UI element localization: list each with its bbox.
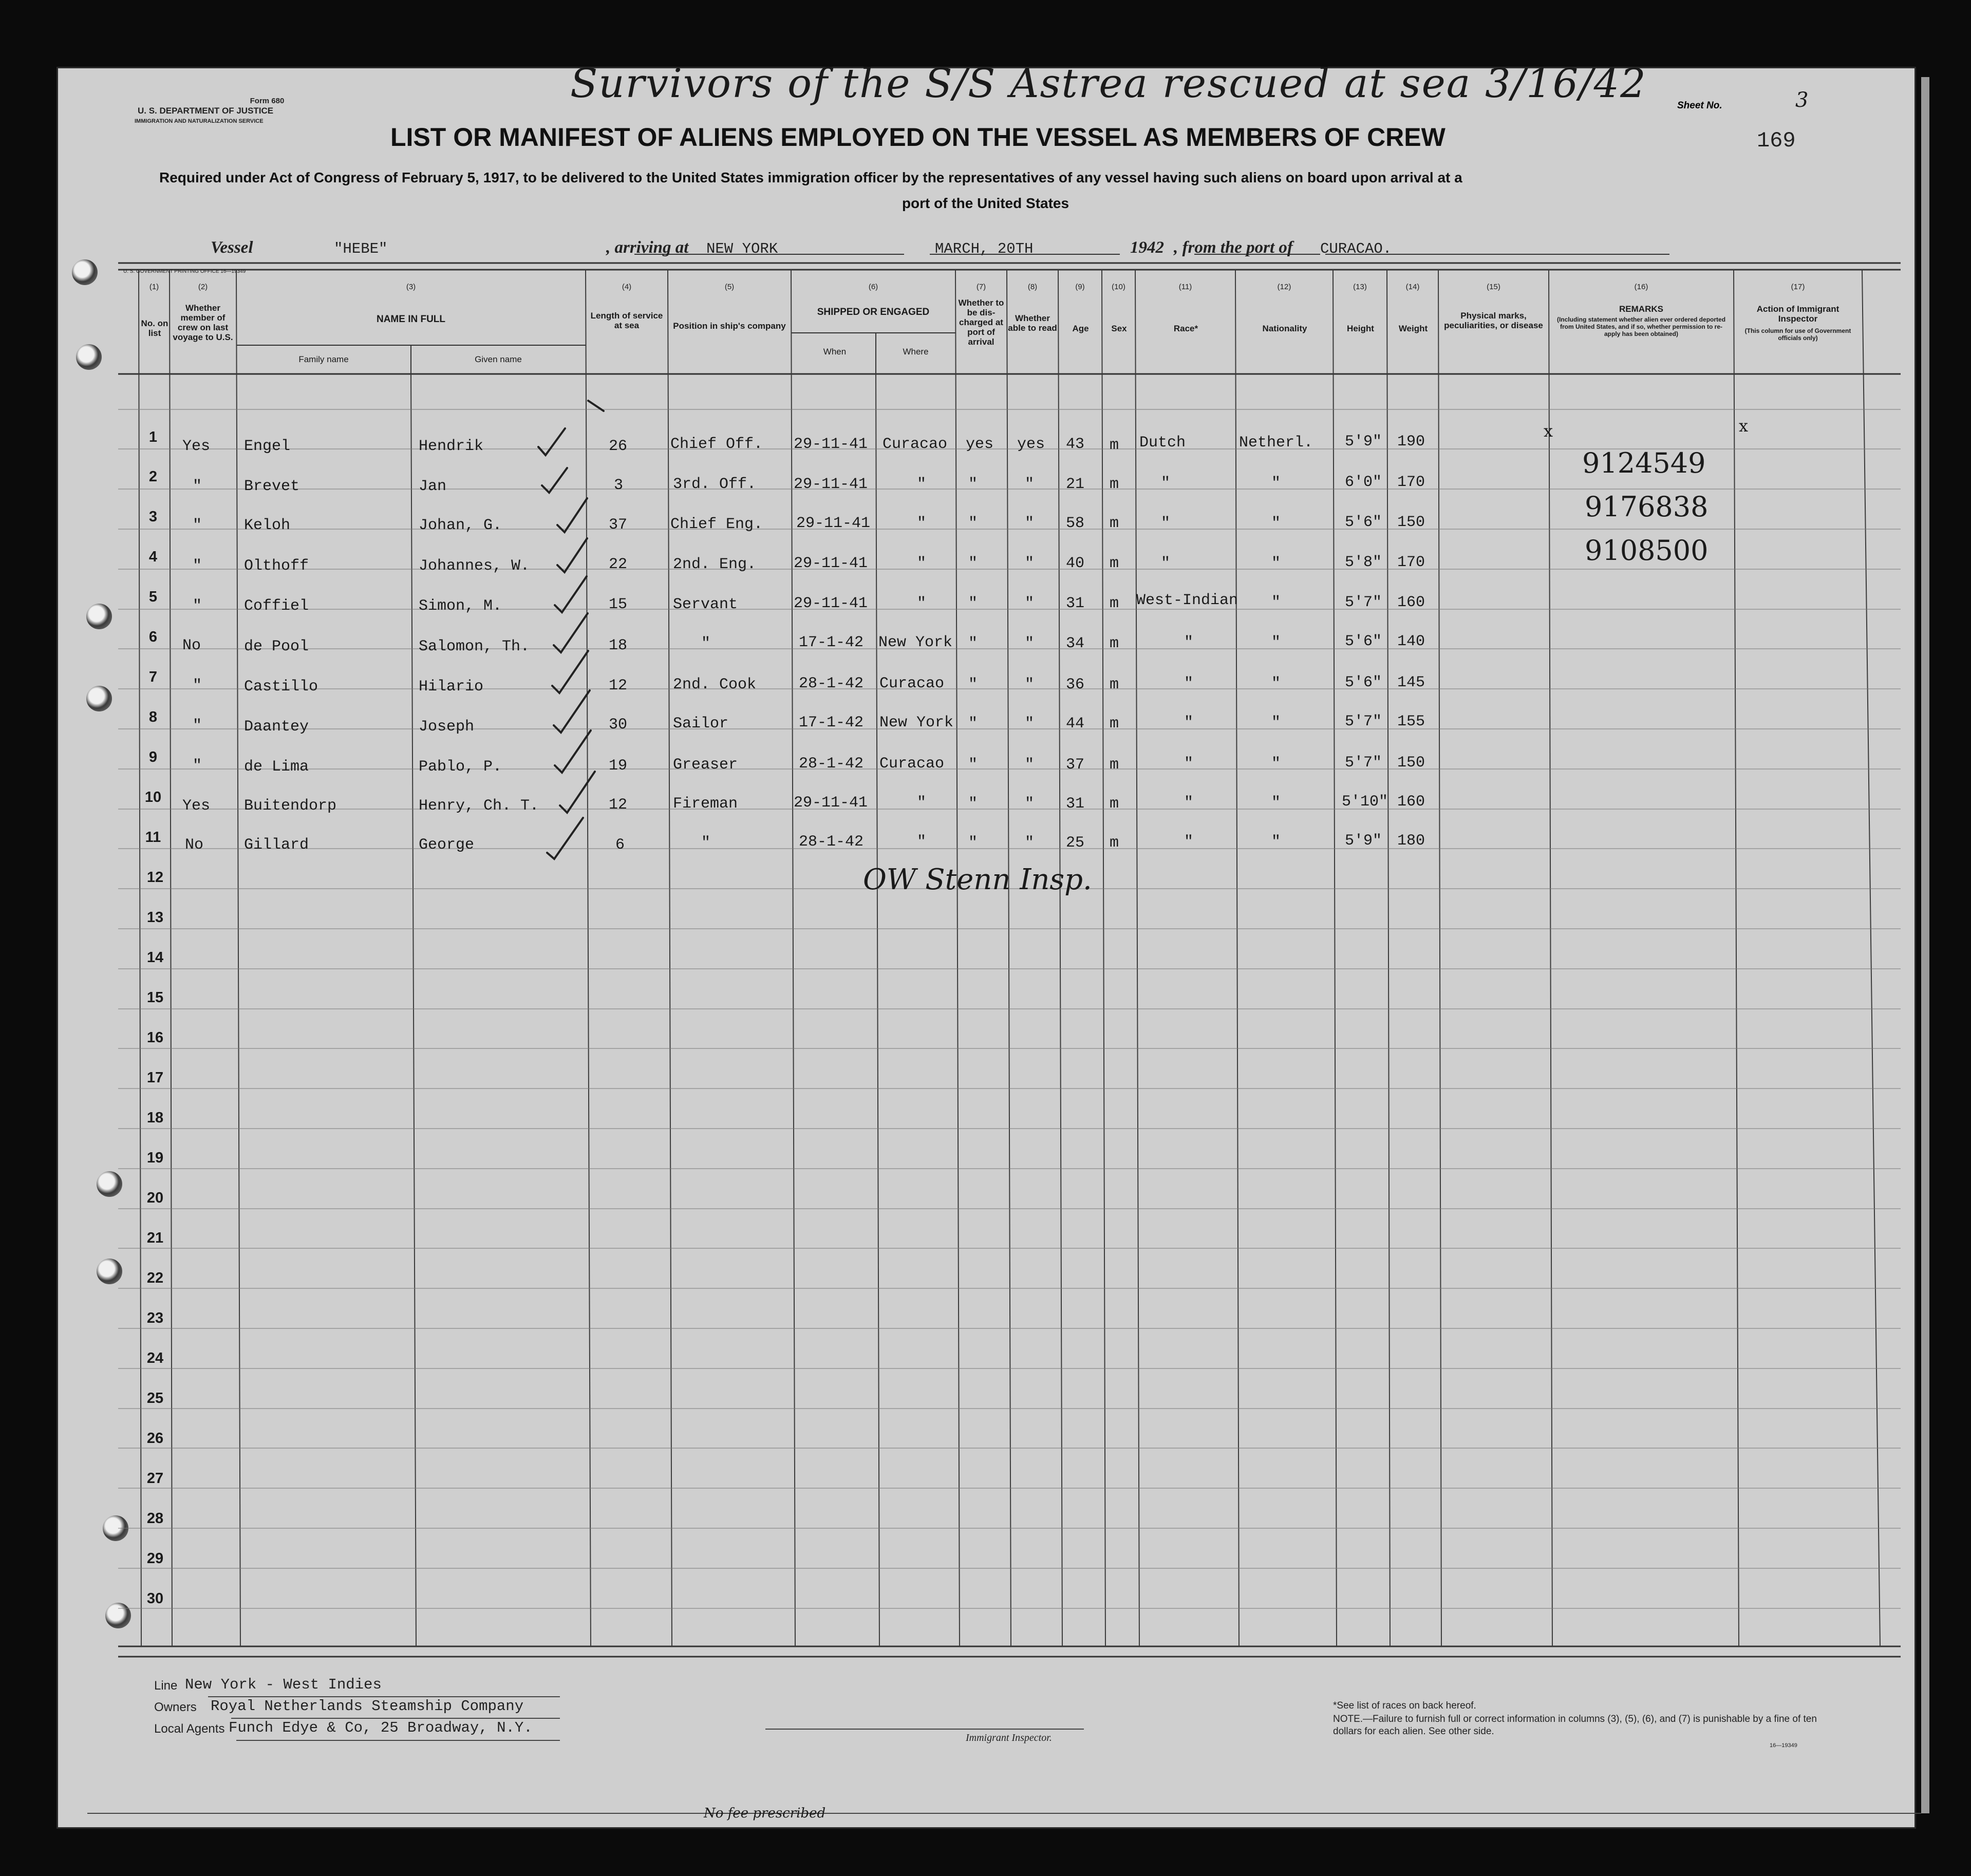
shipped-when: 29-11-41 (796, 515, 871, 532)
col-num-12: (12) (1277, 283, 1291, 291)
header-race: Race* (1173, 324, 1198, 333)
header-family-name: Family name (298, 354, 349, 364)
row-number: 14 (146, 949, 164, 966)
col-num-5: (5) (724, 283, 735, 291)
able-to-read: " (1025, 555, 1035, 572)
shipped-where: New York (878, 634, 953, 651)
height: 5'7" (1345, 754, 1382, 772)
arrival-date: MARCH, 20TH (935, 240, 1034, 257)
nationality: " (1271, 675, 1281, 692)
row-number: 8 (148, 709, 158, 725)
row-number: 24 (146, 1350, 164, 1366)
shipped-when: 29-11-41 (794, 436, 868, 453)
length-service: 18 (609, 637, 628, 654)
col-num-4: (4) (622, 283, 632, 291)
crew-last-voyage: " (193, 517, 202, 534)
family-name: Coffiel (244, 597, 309, 615)
discharged: " (968, 834, 978, 852)
position: 2nd. Eng. (673, 556, 757, 573)
header-no-on-list: No. on list (141, 318, 168, 338)
length-service: 26 (609, 438, 628, 455)
agents-label: Local Agents (154, 1722, 225, 1736)
act-subtitle-2: port of the United States (902, 195, 1069, 211)
shipped-when: 29-11-41 (794, 476, 868, 493)
action-x-mark: x (1739, 416, 1749, 436)
discharged: " (968, 515, 978, 532)
race: " (1184, 755, 1194, 773)
discharged: yes (966, 436, 994, 453)
nationality: " (1271, 794, 1281, 812)
nationality: " (1271, 594, 1281, 611)
row-number: 28 (146, 1510, 164, 1527)
printing-office: U. S. GOVERNMENT PRINTING OFFICE 16—19349 (123, 269, 246, 274)
header-given-name: Given name (475, 354, 522, 364)
position: Chief Eng. (670, 516, 763, 533)
family-name: Olthoff (244, 557, 309, 575)
header-weight: Weight (1398, 324, 1428, 333)
header-sex: Sex (1111, 324, 1127, 333)
shipped-where: " (917, 515, 927, 532)
weight: 170 (1397, 474, 1425, 491)
weight: 180 (1397, 832, 1425, 850)
col-num-10: (10) (1112, 283, 1125, 291)
age: 43 (1066, 436, 1085, 453)
crew-last-voyage: " (193, 757, 202, 775)
height: 5'10" (1342, 793, 1388, 811)
sex: m (1110, 437, 1119, 454)
row-number: 22 (146, 1270, 164, 1286)
row-number: 29 (146, 1550, 164, 1567)
length-service: 12 (609, 677, 628, 695)
row-number: 16 (146, 1029, 164, 1046)
crew-last-voyage: No (185, 836, 204, 854)
crew-last-voyage: " (193, 557, 202, 575)
able-to-read: " (1025, 595, 1035, 612)
sex: m (1110, 555, 1119, 572)
col-num-14: (14) (1405, 283, 1420, 291)
family-name: Daantey (244, 718, 309, 736)
race: Dutch (1139, 434, 1186, 452)
shipped-where: " (917, 476, 927, 493)
service-name: IMMIGRATION AND NATURALIZATION SERVICE (135, 118, 264, 124)
given-name: Hendrik (419, 438, 484, 455)
sex: m (1110, 795, 1119, 813)
header-discharged: Whether to be dis-charged at port of arrival (958, 298, 1004, 347)
given-name: Joseph (419, 718, 475, 736)
length-service: 12 (609, 796, 628, 814)
col-num-3: (3) (406, 283, 416, 291)
row-number: 4 (148, 549, 158, 565)
able-to-read: " (1025, 635, 1035, 652)
inspector-label: Immigrant Inspector. (966, 1732, 1052, 1743)
col-num-13: (13) (1353, 283, 1367, 291)
header-name-in-full: NAME IN FULL (376, 314, 446, 325)
shipped-when: 28-1-42 (799, 755, 864, 773)
race: " (1184, 833, 1194, 851)
shipped-when: 29-11-41 (794, 555, 868, 572)
family-name: Engel (244, 438, 291, 455)
given-name: Simon, M. (419, 597, 502, 615)
header-remarks-sub: (Including statement whether alien ever ordered deported from United States, and if so, whether permission to re-apply has been obtained) (1556, 316, 1726, 337)
age: 25 (1066, 834, 1085, 852)
crew-last-voyage: " (193, 478, 202, 495)
vessel-name: "HEBE" (334, 240, 388, 257)
discharged: " (968, 595, 978, 612)
length-service: 19 (609, 757, 628, 775)
shipped-when: 28-1-42 (799, 833, 864, 851)
shipped-when: 29-11-41 (794, 595, 868, 612)
crew-last-voyage: Yes (182, 797, 211, 815)
able-to-read: " (1025, 834, 1035, 852)
age: 31 (1066, 595, 1085, 612)
shipped-when: 17-1-42 (799, 714, 864, 731)
weight: 155 (1397, 713, 1425, 730)
age: 58 (1066, 515, 1085, 532)
header-nationality: Nationality (1262, 324, 1307, 333)
sheet-number: 3 (1795, 88, 1809, 112)
form-code: 16—19349 (1770, 1742, 1797, 1749)
col-num-2: (2) (198, 283, 208, 291)
vessel-line (211, 238, 253, 257)
header-inspector-sub: (This column for use of Government officials only) (1744, 327, 1851, 342)
weight: 170 (1397, 554, 1425, 571)
shipped-where: Curacao (883, 436, 948, 453)
arriving-label: , arriving at (606, 238, 689, 257)
weight: 150 (1397, 754, 1425, 772)
from-port: CURACAO. (1320, 240, 1392, 257)
height: 5'6" (1345, 514, 1382, 531)
shipped-where: Curacao (879, 675, 945, 692)
discharged: " (968, 635, 978, 652)
header-shipped-engaged: SHIPPED OR ENGAGED (817, 307, 930, 317)
weight: 190 (1397, 433, 1425, 451)
height: 5'9" (1345, 433, 1382, 451)
row-number: 18 (146, 1110, 164, 1126)
row-number: 12 (146, 869, 164, 886)
crew-last-voyage: " (193, 717, 202, 735)
col-num-9: (9) (1075, 283, 1085, 291)
shipped-when: 28-1-42 (799, 675, 864, 692)
vessel-label: Vessel (211, 238, 253, 257)
owners-value: Royal Netherlands Steamship Company (211, 1698, 524, 1715)
race: " (1184, 675, 1194, 692)
arrival-year: 1942 (1130, 238, 1164, 257)
given-name: Hilario (419, 678, 484, 696)
given-name: Jan (419, 478, 447, 495)
age: 44 (1066, 715, 1085, 733)
position: Servant (673, 596, 738, 613)
row-number: 25 (146, 1390, 164, 1406)
agents-value: Funch Edye & Co, 25 Broadway, N.Y. (229, 1719, 533, 1736)
header-able-to-read: Whether able to read (1008, 313, 1057, 333)
weight: 150 (1397, 514, 1425, 531)
given-name: Pablo, P. (419, 758, 502, 776)
length-service: 30 (609, 716, 628, 734)
able-to-read: " (1025, 756, 1035, 774)
row-number: 1 (148, 429, 158, 445)
age: 37 (1066, 756, 1085, 774)
discharged: " (968, 756, 978, 774)
header-age: Age (1072, 324, 1089, 333)
nationality: " (1271, 555, 1281, 572)
header-remarks: REMARKS (1619, 304, 1663, 314)
nationality: " (1271, 755, 1281, 773)
given-name: George (419, 836, 475, 854)
position: Greaser (673, 756, 738, 774)
sex: m (1110, 756, 1119, 774)
col-num-17: (17) (1791, 283, 1805, 291)
header-position: Position in ship's company (673, 321, 786, 331)
position: 2nd. Cook (673, 676, 757, 693)
shipped-when: 29-11-41 (794, 794, 868, 812)
nationality: " (1271, 475, 1281, 492)
sex: m (1110, 834, 1119, 852)
row-number: 11 (145, 829, 161, 846)
race: " (1161, 475, 1171, 492)
row-number: 5 (148, 589, 158, 605)
discharged: " (968, 676, 978, 693)
height: 5'9" (1345, 832, 1382, 850)
header-when: When (823, 347, 847, 357)
age: 21 (1066, 476, 1085, 493)
race: West-Indian (1136, 592, 1238, 609)
remark-number: 9108500 (1585, 534, 1709, 567)
row-number: 21 (146, 1230, 164, 1246)
stamp-number: 169 (1757, 128, 1796, 153)
nationality: " (1271, 714, 1281, 731)
row-number: 3 (148, 509, 158, 525)
col-num-15: (15) (1487, 283, 1500, 291)
family-name: de Lima (244, 758, 309, 776)
given-name: Salomon, Th. (419, 638, 530, 655)
age: 34 (1066, 635, 1085, 652)
line-value: New York - West Indies (185, 1676, 382, 1693)
header-height: Height (1347, 324, 1374, 333)
position: 3rd. Off. (673, 476, 757, 493)
crew-last-voyage: " (193, 597, 202, 615)
col-num-7: (7) (976, 283, 986, 291)
shipped-where: " (917, 555, 927, 572)
height: 5'6" (1345, 674, 1382, 691)
weight: 160 (1397, 793, 1425, 811)
discharged: " (968, 476, 978, 493)
races-note: *See list of races on back hereof. (1333, 1700, 1476, 1711)
col-num-11: (11) (1178, 283, 1192, 291)
row-number: 9 (148, 749, 158, 765)
height: 5'7" (1345, 713, 1382, 730)
given-name: Johan, G. (419, 517, 502, 534)
position: Chief Off. (670, 436, 763, 453)
row-number: 23 (146, 1310, 164, 1326)
col-num-16: (16) (1634, 283, 1648, 291)
weight: 160 (1397, 594, 1425, 611)
sheet-label: Sheet No. (1677, 100, 1722, 111)
fine-note: NOTE.—Failure to furnish full or correct information in columns (3), (5), (6), and (7) is punishable by a fine of ten dollars for each alien. See other side. (1333, 1714, 1817, 1737)
age: 36 (1066, 676, 1085, 693)
discharged: " (968, 795, 978, 813)
header-where: Where (903, 347, 929, 357)
position: " (701, 834, 711, 852)
race: " (1184, 634, 1194, 651)
header-physical-marks: Physical marks, peculiarities, or disease (1444, 311, 1543, 330)
from-label: , from the port of (1174, 238, 1293, 257)
shipped-where: " (917, 595, 927, 612)
able-to-read: " (1025, 476, 1035, 493)
shipped-where: " (917, 794, 927, 812)
height: 5'8" (1345, 554, 1382, 571)
length-service: 3 (614, 477, 624, 494)
family-name: de Pool (244, 638, 309, 655)
able-to-read: " (1025, 515, 1035, 532)
nationality: " (1271, 515, 1281, 532)
family-name: Brevet (244, 478, 300, 495)
position: Fireman (673, 795, 738, 813)
line-label: Line (154, 1679, 178, 1693)
nationality: " (1271, 833, 1281, 851)
owners-label: Owners (154, 1700, 197, 1714)
able-to-read: " (1025, 676, 1035, 693)
given-name: Henry, Ch. T. (419, 797, 539, 815)
row-number: 7 (148, 669, 158, 685)
age: 40 (1066, 555, 1085, 572)
age: 31 (1066, 795, 1085, 813)
nationality: " (1271, 634, 1281, 651)
shipped-where: Curacao (879, 755, 945, 773)
inspector-signature: OW Stenn Insp. (863, 863, 1092, 896)
row-number: 17 (146, 1070, 164, 1086)
sex: m (1110, 676, 1119, 693)
position: Sailor (673, 715, 729, 733)
shipped-where: New York (879, 714, 954, 731)
nationality: Netherl. (1239, 434, 1313, 452)
arrival-port: NEW YORK (706, 240, 778, 257)
remark-x-mark: x (1544, 421, 1553, 441)
row-number: 13 (146, 909, 164, 926)
remark-number: 9124549 (1582, 447, 1706, 479)
length-service: 15 (609, 596, 628, 613)
header-length-service: Length of service at sea (590, 311, 663, 330)
family-name: Castillo (244, 678, 318, 696)
race: " (1161, 515, 1171, 532)
fee-note: No fee prescribed (704, 1806, 826, 1821)
shipped-where: " (917, 833, 927, 851)
weight: 145 (1397, 674, 1425, 691)
given-name: Johannes, W. (419, 557, 530, 575)
sex: m (1110, 515, 1119, 532)
family-name: Keloh (244, 517, 291, 534)
shipped-when: 17-1-42 (799, 634, 864, 651)
row-number: 26 (146, 1430, 164, 1447)
able-to-read: yes (1017, 436, 1045, 453)
height: 5'6" (1345, 633, 1382, 650)
col-num-6: (6) (868, 283, 878, 291)
height: 6'0" (1345, 474, 1382, 491)
form-number: Form 680 (250, 97, 285, 105)
manifest-title: LIST OR MANIFEST OF ALIENS EMPLOYED ON THE VESSEL AS MEMBERS OF CREW (390, 123, 1446, 152)
length-service: 37 (609, 516, 628, 534)
able-to-read: " (1025, 795, 1035, 813)
row-number: 30 (146, 1590, 164, 1607)
crew-last-voyage: No (182, 637, 201, 654)
col-num-8: (8) (1027, 283, 1038, 291)
crew-last-voyage: Yes (182, 438, 211, 455)
sex: m (1110, 715, 1119, 733)
discharged: " (968, 555, 978, 572)
able-to-read: " (1025, 715, 1035, 733)
position: " (701, 635, 711, 652)
row-number: 19 (146, 1150, 164, 1166)
race: " (1184, 794, 1194, 812)
sex: m (1110, 476, 1119, 493)
family-name: Buitendorp (244, 797, 337, 815)
crew-last-voyage: " (193, 677, 202, 695)
header-crew-last-voyage: Whether member of crew on last voyage to U.S. (173, 303, 233, 342)
length-service: 6 (615, 836, 625, 854)
row-number: 6 (148, 629, 158, 645)
sex: m (1110, 595, 1119, 612)
row-number: 27 (146, 1470, 164, 1487)
row-number: 10 (144, 789, 162, 805)
header-inspector-action: Action of Immigrant Inspector (1756, 304, 1839, 324)
discharged: " (968, 715, 978, 733)
act-subtitle: Required under Act of Congress of February 5, 1917, to be delivered to the United States immigration officer by the representatives of any vessel having such aliens on board upon arrival at a (159, 170, 1462, 185)
row-number: 20 (146, 1190, 164, 1206)
remark-number: 9176838 (1585, 491, 1709, 523)
race: " (1161, 555, 1171, 572)
col-num-1: (1) (149, 283, 159, 291)
height: 5'7" (1345, 594, 1382, 611)
row-number: 15 (146, 989, 164, 1006)
row-number: 2 (148, 468, 158, 485)
race: " (1184, 714, 1194, 731)
sex: m (1110, 635, 1119, 652)
handwritten-survivors-note: Survivors of the S/S Astrea rescued at sea 3/16/42 (570, 61, 1647, 107)
department-name: U. S. DEPARTMENT OF JUSTICE (138, 106, 274, 116)
length-service: 22 (609, 556, 628, 573)
weight: 140 (1397, 633, 1425, 650)
family-name: Gillard (244, 836, 309, 854)
